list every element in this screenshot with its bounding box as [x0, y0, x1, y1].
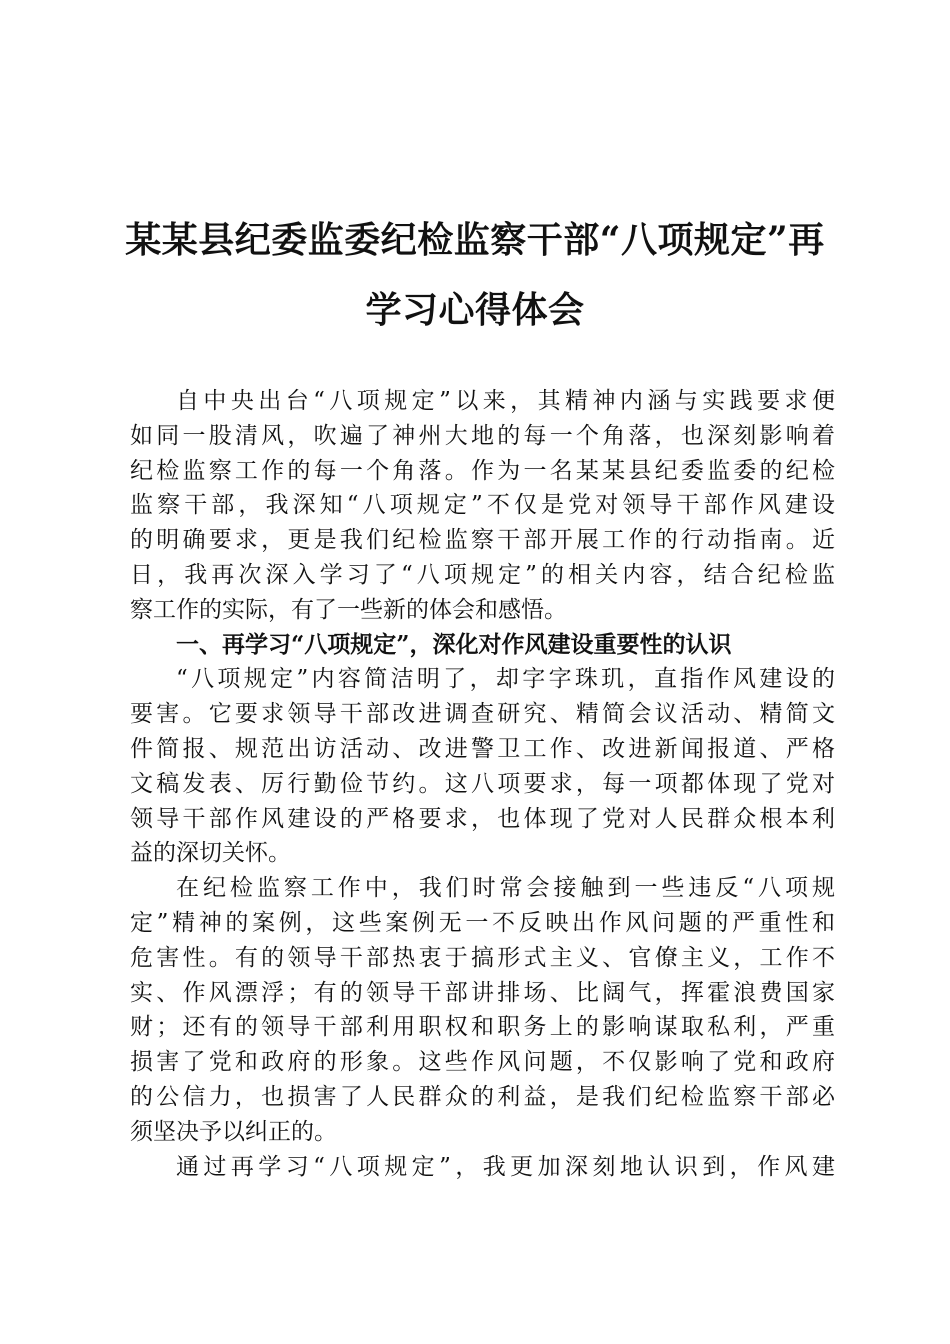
- paragraph-line: 纪检监察工作的每一个角落。作为一名某某县纪委监委的纪检: [130, 457, 835, 484]
- paragraph-line: “八项规定”内容简洁明了，却字字珠玑，直指作风建设的: [176, 666, 835, 693]
- document-title-line-1: 某某县纪委监委纪检监察干部“八项规定”再: [125, 219, 825, 261]
- section-heading-text: 一、再学习“八项规定”，深化对作风建设重要性的认识: [176, 630, 732, 658]
- section-heading: [130, 628, 835, 663]
- paragraph-line: 须坚决予以纠正的。: [130, 1118, 337, 1145]
- paragraph-line: 损害了党和政府的形象。这些作风问题，不仅影响了党和政府: [130, 1049, 835, 1076]
- paragraph-line: 自中央出台“八项规定”以来，其精神内涵与实践要求便: [176, 388, 835, 414]
- paragraph-line: 日，我再次深入学习了“八项规定”的相关内容，结合纪检监: [130, 561, 835, 588]
- paragraph-line: 文稿发表、厉行勤俭节约。这八项要求，每一项都体现了党对: [130, 770, 835, 797]
- paragraph-line: 益的深切关怀。: [130, 840, 291, 867]
- paragraph-line: 财；还有的领导干部利用职权和职务上的影响谋取私利，严重: [130, 1014, 835, 1041]
- paragraph-line: 如同一股清风，吹遍了神州大地的每一个角落，也深刻影响着: [130, 422, 835, 449]
- paragraph-line: 危害性。有的领导干部热衷于搞形式主义、官僚主义，工作不: [130, 944, 835, 971]
- paragraph-line: 监察干部，我深知“八项规定”不仅是党对领导干部作风建设: [130, 492, 835, 519]
- paragraph-line: 件简报、规范出访活动、改进警卫工作、改进新闻报道、严格: [130, 735, 835, 762]
- document-body: [130, 384, 835, 1184]
- paragraph: [130, 662, 835, 871]
- paragraph-line: 定”精神的案例，这些案例无一不反映出作风问题的严重性和: [130, 909, 835, 936]
- paragraph-line: 察工作的实际，有了一些新的体会和感悟。: [130, 596, 567, 623]
- paragraph-line: 的明确要求，更是我们纪检监察干部开展工作的行动指南。近: [130, 527, 835, 554]
- paragraph: [130, 871, 835, 1149]
- paragraph-line: 通过再学习“八项规定”，我更加深刻地认识到，作风建: [176, 1153, 835, 1180]
- document-title-line-2: 学习心得体会: [365, 289, 585, 331]
- paragraph-line: 的公信力，也损害了人民群众的利益，是我们纪检监察干部必: [130, 1083, 835, 1110]
- paragraph-line: 在纪检监察工作中，我们时常会接触到一些违反“八项规: [176, 875, 835, 902]
- paragraph-line: 领导干部作风建设的严格要求，也体现了党对人民群众根本利: [130, 805, 835, 832]
- paragraph-line: 要害。它要求领导干部改进调查研究、精简会议活动、精简文: [130, 701, 835, 728]
- paragraph: [130, 384, 835, 628]
- paragraph-line: 实、作风漂浮；有的领导干部讲排场、比阔气，挥霍浪费国家: [130, 979, 835, 1006]
- paragraph: [130, 1150, 835, 1185]
